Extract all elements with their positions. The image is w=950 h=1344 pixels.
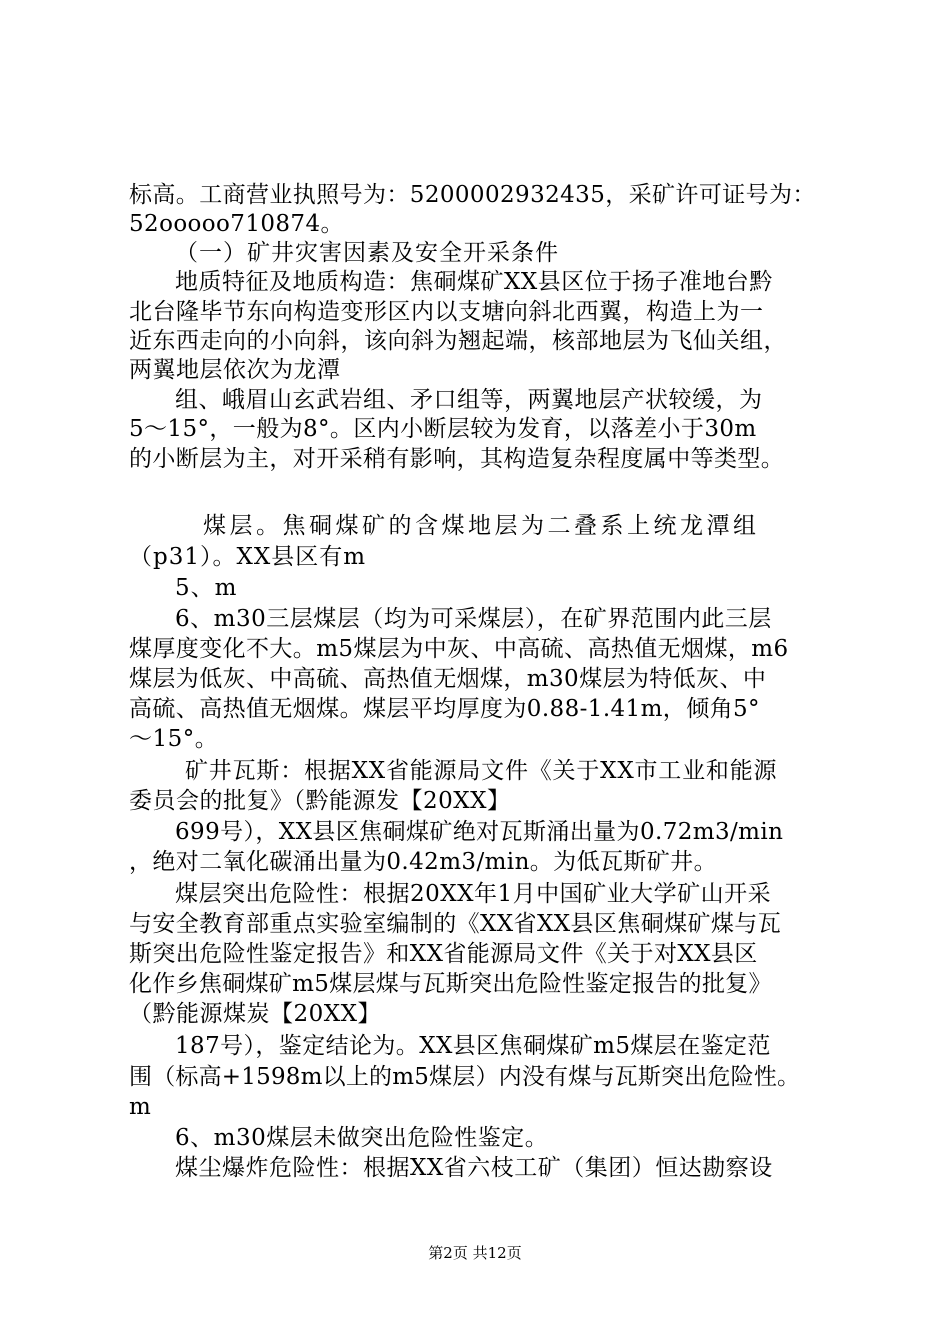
text-line: 化作乡焦硐煤矿m5煤层煤与瓦斯突出危险性鉴定报告的批复》 xyxy=(129,971,772,997)
text-line: 地质特征及地质构造：焦硐煤矿XX县区位于扬子准地台黔 xyxy=(175,269,773,295)
text-line: 煤层突出危险性：根据20XX年1月中国矿业大学矿山开采 xyxy=(175,881,772,907)
text-line: 组、峨眉山玄武岩组、矛口组等，两翼地层产状较缓，为 xyxy=(175,387,763,413)
text-line: 52ooooo710874。 xyxy=(129,211,344,237)
text-line: 煤厚度变化不大。m5煤层为中灰、中高硫、高热值无烟煤，m6 xyxy=(129,636,789,662)
text-line: 699号），XX县区焦硐煤矿绝对瓦斯涌出量为0.72m3/min xyxy=(175,819,784,845)
text-line: ～15°。 xyxy=(129,726,219,752)
text-line: 高硫、高热值无烟煤。煤层平均厚度为0.88-1.41m，倾角5° xyxy=(129,696,760,722)
text-line: 5、m xyxy=(175,575,238,601)
text-line: 187号），鉴定结论为。XX县区焦硐煤矿m5煤层在鉴定范 xyxy=(175,1033,771,1059)
text-line: 煤层为低灰、中高硫、高热值无烟煤，m30煤层为特低灰、中 xyxy=(129,666,767,692)
text-line: （p31）。XX县区有m xyxy=(129,544,367,570)
text-line: ，绝对二氧化碳涌出量为0.42m3/min。为低瓦斯矿井。 xyxy=(129,849,717,875)
text-line: （黔能源煤炭【20XX】 xyxy=(129,1001,382,1027)
text-line: m xyxy=(129,1094,151,1120)
text-line: 近东西走向的小向斜，该向斜为翘起端，核部地层为飞仙关组， xyxy=(129,328,787,354)
text-line: 标高。工商营业执照号为：5200002932435，采矿许可证号为： xyxy=(129,182,816,208)
text-line: 两翼地层依次为龙潭 xyxy=(129,357,341,383)
text-line: 与安全教育部重点实验室编制的《XX省XX县区焦硐煤矿煤与瓦 xyxy=(129,911,782,937)
section-heading: （一）矿井灾害因素及安全开采条件 xyxy=(175,240,559,266)
text-line: 6、m30三层煤层（均为可采煤层），在矿界范围内此三层 xyxy=(175,606,772,632)
text-line: 5～15°，一般为8°。区内小断层较为发育，以落差小于30m xyxy=(129,416,757,442)
text-line: 委员会的批复》（黔能源发【20XX】 xyxy=(129,788,511,814)
text-line: 煤尘爆炸危险性：根据XX省六枝工矿（集团）恒达勘察设 xyxy=(175,1155,773,1181)
text-line: 北台隆毕节东向构造变形区内以支塘向斜北西翼，构造上为一 xyxy=(129,299,764,325)
text-line: 斯突出危险性鉴定报告》和XX省能源局文件《关于对XX县区 xyxy=(129,941,758,967)
text-line: 的小断层为主，对开采稍有影响，其构造复杂程度属中等类型。 xyxy=(129,446,785,472)
text-line: 矿井瓦斯：根据XX省能源局文件《关于XX市工业和能源 xyxy=(185,758,778,784)
page-footer: 第2页 共12页 xyxy=(428,1244,522,1262)
text-line: 6、m30煤层未做突出危险性鉴定。 xyxy=(175,1125,549,1151)
text-line: 围（标高+1598m以上的m5煤层）内没有煤与瓦斯突出危险性。 xyxy=(129,1064,801,1090)
text-line: 煤层。焦硐煤矿的含煤地层为二叠系上统龙潭组 xyxy=(203,513,760,539)
